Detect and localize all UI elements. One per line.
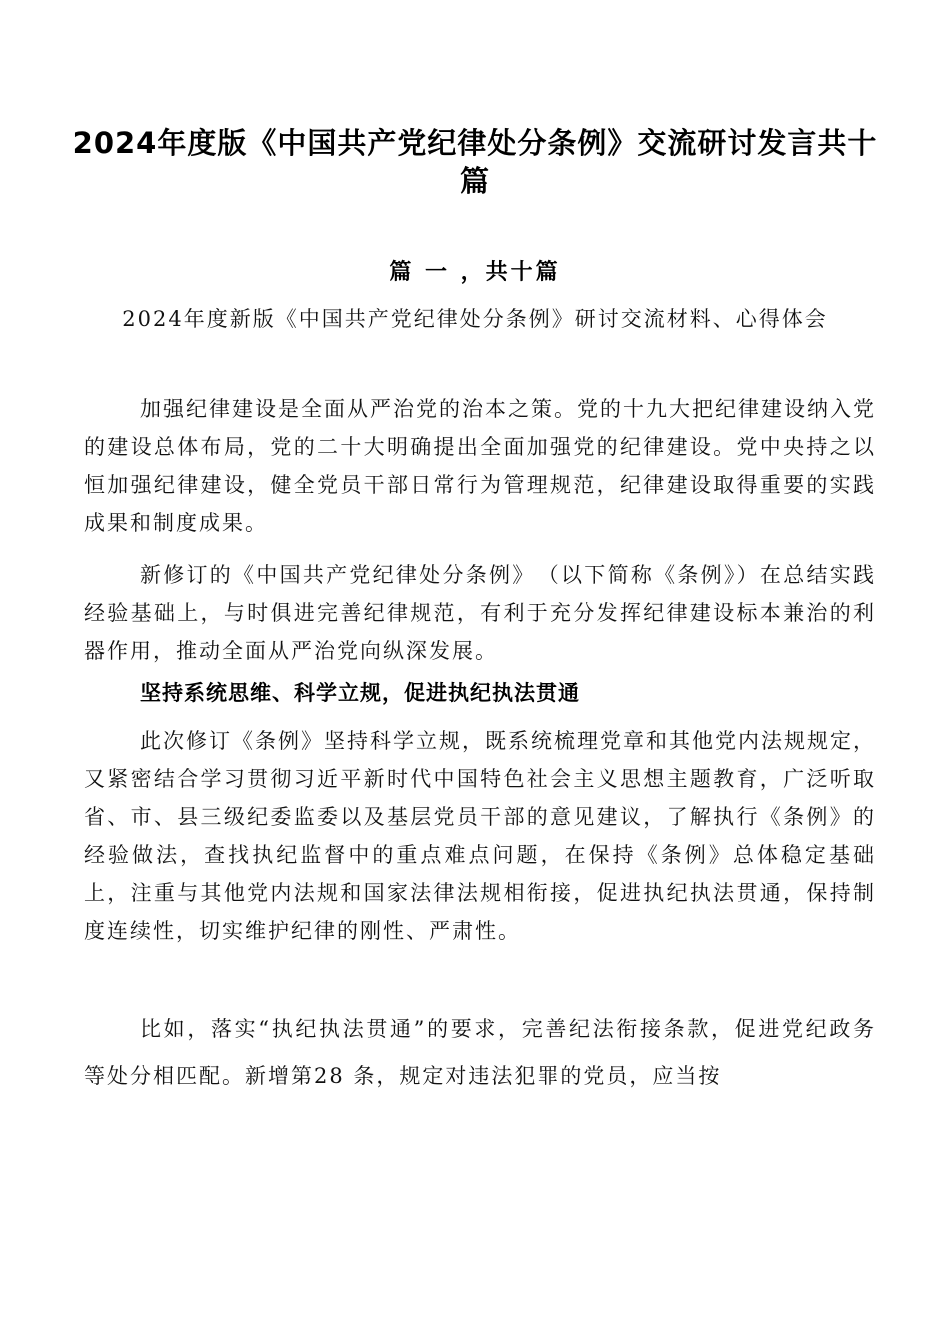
paragraph-intro: 加强纪律建设是全面从严治党的治本之策。党的十九大把纪律建设纳入党的建设总体布局，党的二十大明确提出全面加强党的纪律建设。党中央持之以恒加强纪律建设，健全党员干部日常行为管理规范，纪律建设取得重要的实践成果和制度成果。 xyxy=(84,397,876,535)
section-heading: 篇 一 ，共十篇 xyxy=(389,260,561,285)
paragraph-system-thinking: 此次修订《条例》坚持科学立规，既系统梳理党章和其他党内法规规定，又紧密结合学习贯彻习近平新时代中国特色社会主义思想主题教育，广泛听取省、市、县三级纪委监委以及基层党员干部的意见建议，了解执行《条例》的经验做法，查找执纪监督中的重点难点问题，在保持《条例》总体稳定基础上，注重与其他党内法规和国家法律法规相衔接，促进执纪执法贯通，保持制度连续性，切实维护纪律的刚性、严肃性。 xyxy=(84,729,876,943)
subsection-heading: 坚持系统思维、科学立规，促进执纪执法贯通 xyxy=(140,681,580,705)
document-title: 2024年度版《中国共产党纪律处分条例》交流研讨发言共十篇 xyxy=(72,126,878,198)
paragraph-revision: 新修订的《中国共产党纪律处分条例》 （以下简称《条例》）在总结实践经验基础上，与时俱进完善纪律规范，有利于充分发挥纪律建设标本兼治的利器作用，推动全面从严治党向纵深发展。 xyxy=(84,563,876,663)
paragraph-example: 比如，落实“执纪执法贯通”的要求，完善纪法衔接条款，促进党纪政务等处分相匹配。新增第28 条，规定对违法犯罪的党员，应当按 xyxy=(84,1017,876,1088)
article-subtitle: 2024年度新版《中国共产党纪律处分条例》研讨交流材料、心得体会 xyxy=(122,307,828,331)
